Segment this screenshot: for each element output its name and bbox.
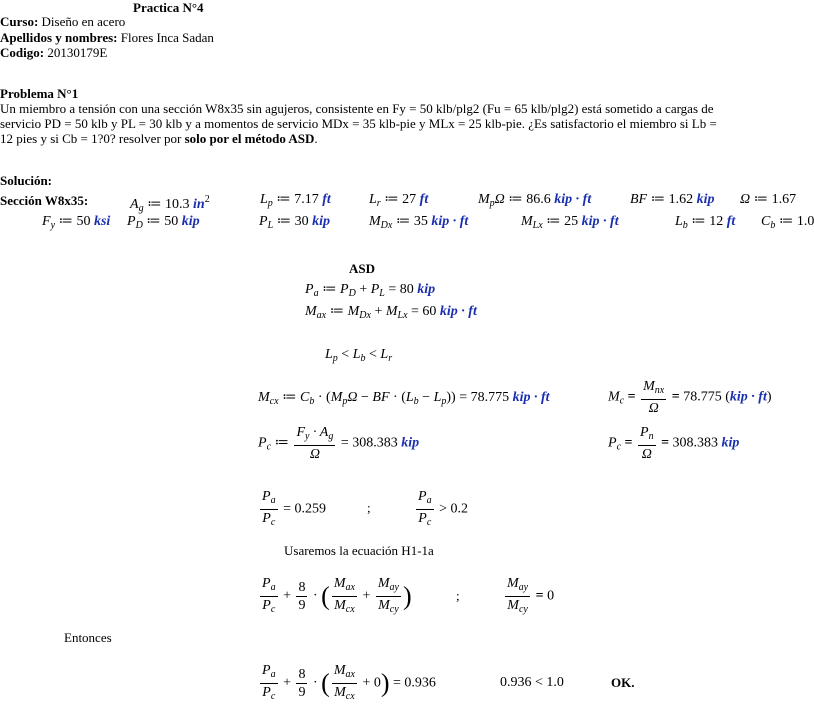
mc-eq: $M_c$ = $\frac{M_{nx}}{\Omega}$ = 78.775 (kip · ft) bbox=[608, 379, 772, 416]
length-inequality: $L_p < L_b < L_r$ bbox=[325, 347, 393, 364]
pl-value: 30 bbox=[294, 214, 309, 229]
mcx-eq: $M_{cx}$ ≔ $C_b \cdot (M_p\Omega$ − BF · $(L_b - L_p)) = 78.775$ kip · ft bbox=[258, 390, 550, 407]
cb-value: 1.0 bbox=[796, 214, 814, 229]
pc-def-eq: $P_c$ ≔ $\frac{F_y \cdot A_g}{\Omega}$ = 308.383 kip bbox=[258, 425, 420, 462]
final-check: 0.936 < 1.0 bbox=[500, 675, 564, 690]
pa-unit: kip bbox=[417, 282, 436, 297]
omega-def: Ω ≔ 1.67 bbox=[740, 192, 797, 207]
may-value: 0 bbox=[547, 588, 555, 604]
ratio-separator: ; bbox=[367, 500, 371, 515]
pd-def: $P_D$ ≔ 50 kip bbox=[127, 214, 200, 231]
h1-1a-eq: $\frac{P_a}{P_c}$ + $\frac{8}{9}$ · ( $\frac{M_{ax}}{M_{cx}}$ + $\frac{M_{ay}}{M_{cy}}$ ) bbox=[262, 576, 412, 615]
lp-unit: ft bbox=[322, 192, 331, 207]
course-value: Diseño en acero bbox=[38, 14, 126, 29]
fy-unit: ksi bbox=[93, 214, 111, 229]
pc-value: 308.383 bbox=[672, 435, 719, 451]
mcx-unit: kip · ft bbox=[512, 390, 550, 405]
problem-title: Problema N°1 bbox=[0, 86, 79, 101]
mc-unit: kip · ft bbox=[729, 389, 767, 405]
lb-unit: ft bbox=[726, 214, 736, 229]
page-title: Practica N°4 bbox=[133, 0, 204, 15]
entonces-label: Entonces bbox=[64, 630, 112, 645]
limit-value: 1.0 bbox=[546, 675, 564, 690]
ag-unit: in bbox=[193, 197, 205, 212]
mlx-unit: kip · ft bbox=[581, 214, 619, 229]
solution-title: Solución: bbox=[0, 173, 53, 188]
final-eq: $\frac{P_a}{P_c}$ + $\frac{8}{9}$ · ( $\frac{M_{ax}}{M_{cx}}$ + 0) = 0.936 bbox=[262, 663, 436, 702]
mdx-value: 35 bbox=[413, 214, 428, 229]
names-value: Flores Inca Sadan bbox=[117, 30, 214, 45]
code-line bbox=[0, 45, 107, 60]
mdx-def: $M_{Dx}$ ≔ 35 kip · ft bbox=[369, 214, 469, 231]
equation-note: Usaremos la ecuación H1-1a bbox=[284, 543, 434, 558]
mlx-value: 25 bbox=[564, 214, 579, 229]
problem-text-bold: solo por el método ASD bbox=[184, 131, 315, 146]
lr-value: 27 bbox=[402, 192, 417, 207]
ag-value: 10.3 bbox=[165, 197, 190, 212]
mpomega-value: 86.6 bbox=[526, 192, 551, 207]
lp-def: $L_p$ ≔ 7.17 ft bbox=[260, 192, 331, 209]
problem-text-end: . bbox=[314, 131, 318, 146]
max-eq: $M_{ax}$ ≔ $M_{Dx} + M_{Lx} = 60$ kip · ft bbox=[305, 304, 477, 321]
section-label: Sección W8x35: bbox=[0, 193, 89, 208]
result-check-value: 0.936 bbox=[500, 675, 532, 690]
ratio-eq: $\frac{P_a}{P_c}$ = 0.259 bbox=[262, 489, 326, 528]
code-value: 20130179E bbox=[44, 45, 108, 60]
fy-value: 50 bbox=[76, 214, 91, 229]
pd-value: 50 bbox=[164, 214, 179, 229]
pl-unit: kip bbox=[312, 214, 330, 229]
ratio-check: $\frac{P_a}{P_c}$ > 0.2 bbox=[418, 489, 468, 528]
course-line bbox=[0, 14, 125, 29]
pa-eq: $P_a$ ≔ $P_D + P_L = 80$ kip bbox=[305, 282, 436, 299]
mpomega-def: $M_p\Omega$ ≔ 86.6 kip · ft bbox=[478, 192, 592, 209]
cb-def: $C_b$ ≔ 1.0 bbox=[761, 214, 814, 231]
code-label: Codigo: bbox=[0, 45, 45, 60]
pl-def: $P_L$ ≔ 30 kip bbox=[259, 214, 330, 231]
lb-value: 12 bbox=[709, 214, 724, 229]
ag-def: $A_g$ ≔ 10.3 $in^2$ bbox=[130, 194, 210, 214]
problem-text: Un miembro a tensión con una sección W8x35 sin agujeros, consistente en Fy = 50 klb/plg2 (Fu = 65 klb/plg2) está sometido a cargas de servicio PD = 50 klb y PL = 30 klb y a momentos de servicio MDx = 35 klb-pie y MLx = 25 klb-pie. ¿Es satisfactorio el miembro si Lb = 12 pies y si Cb = 1?0? resolver por bbox=[0, 101, 717, 146]
pc-unit: kip bbox=[721, 435, 740, 451]
threshold-value: 0.2 bbox=[450, 501, 468, 517]
pc-eq: $P_c$ = $\frac{P_n}{\Omega}$ = 308.383 kip bbox=[608, 425, 740, 462]
ok-label: OK. bbox=[611, 675, 635, 690]
lb-def: $L_b$ ≔ 12 ft bbox=[675, 214, 736, 231]
pcx-value: 308.383 bbox=[352, 435, 398, 451]
names-line bbox=[0, 30, 214, 45]
lp-value: 7.17 bbox=[294, 192, 319, 207]
may-eq: $\frac{M_{ay}}{M_{cy}}$ = 0 bbox=[507, 576, 555, 615]
pcx-unit: kip bbox=[401, 435, 420, 451]
problem-statement bbox=[0, 101, 720, 146]
lr-unit: ft bbox=[419, 192, 429, 207]
pd-unit: kip bbox=[181, 214, 200, 229]
omega-value: 1.67 bbox=[771, 192, 797, 207]
pa-value: 80 bbox=[399, 282, 414, 297]
max-value: 60 bbox=[422, 304, 437, 319]
mdx-unit: kip · ft bbox=[431, 214, 469, 229]
lr-def: $L_r$ ≔ 27 ft bbox=[369, 192, 429, 209]
max-unit: kip · ft bbox=[439, 304, 477, 319]
mlx-def: $M_{Lx}$ ≔ 25 kip · ft bbox=[521, 214, 619, 231]
mc-value: 78.775 bbox=[683, 389, 722, 405]
bf-value: 1.62 bbox=[668, 192, 694, 207]
ratio-value: 0.259 bbox=[294, 501, 326, 517]
fy-def: $F_y$ ≔ 50 ksi bbox=[42, 214, 111, 231]
h1-separator: ; bbox=[456, 588, 460, 603]
bf-unit: kip bbox=[696, 192, 715, 207]
bf-def: BF ≔ 1.62 kip bbox=[630, 192, 715, 207]
asd-title: ASD bbox=[349, 261, 376, 276]
course-label: Curso: bbox=[0, 14, 39, 29]
mpomega-unit: kip · ft bbox=[554, 192, 592, 207]
names-label: Apellidos y nombres: bbox=[0, 30, 118, 45]
result-value: 0.936 bbox=[404, 675, 436, 691]
mcx-value: 78.775 bbox=[470, 390, 510, 405]
